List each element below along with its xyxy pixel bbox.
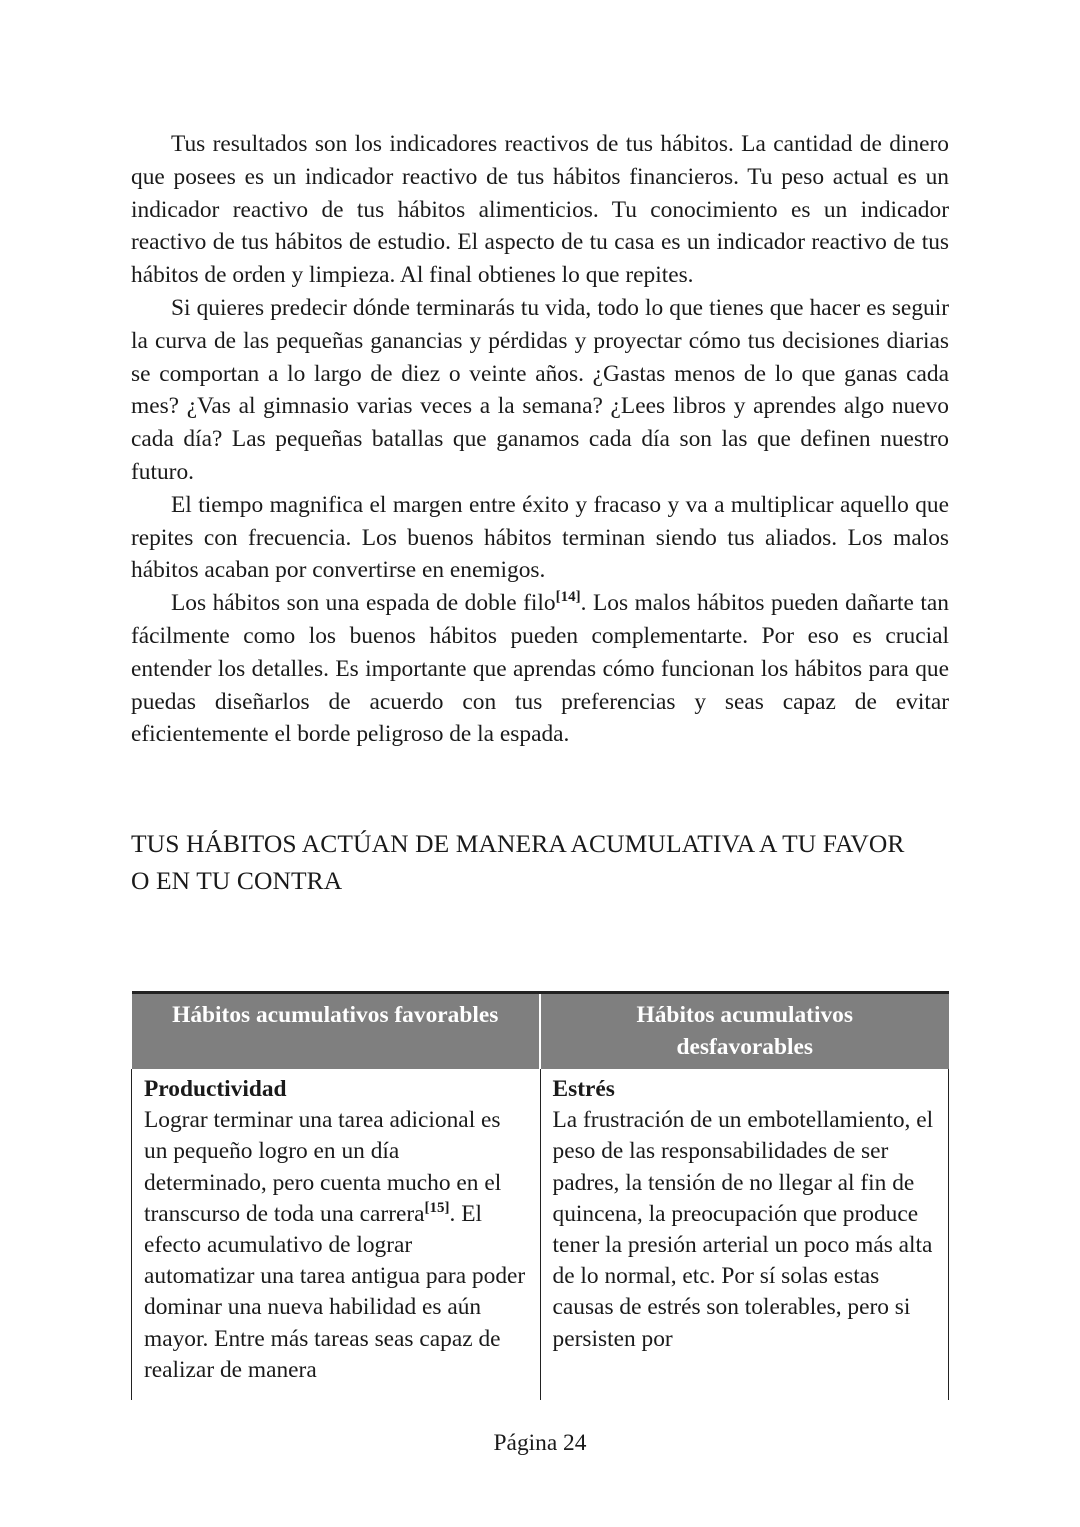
header-favorable: Hábitos acumulativos favorables <box>132 993 541 1070</box>
cell-text-productividad-end: . El efecto acumulativo de lograr automatizar una tarea antigua para poder dominar una nueva habilidad es aún mayor. Entre más tareas seas capaz de realizar de manera <box>144 1200 526 1383</box>
habits-table <box>131 991 949 1400</box>
cell-title-productividad: Productividad <box>144 1076 287 1102</box>
cell-productividad <box>132 1069 541 1400</box>
section-heading-line-1: TUS HÁBITOS ACTÚAN DE MANERA ACUMULATIVA A TU FAVOR <box>131 829 905 859</box>
footnote-ref-15[interactable]: [15] <box>424 1199 450 1216</box>
paragraph-4-start: Los hábitos son una espada de doble filo <box>171 590 556 617</box>
cell-text-productividad-start: Lograr terminar una tarea adicional es un pequeño logro en un día determinado, pero cuenta mucho en el transcurso de toda una carrera <box>144 1107 502 1227</box>
paragraph-4-end: . Los malos hábitos pueden dañarte tan fácilmente como los buenos hábitos pueden complementarte. Por eso es crucial entender los detalles. Es importante que aprendas cómo funcionan los hábitos para que puedas diseñarlos de acuerdo con tus preferencias y seas capaz de evitar eficientemente el borde peligroso de la espada. <box>131 590 949 748</box>
table-header-row <box>132 993 949 1070</box>
page-number: Página 24 <box>493 1430 587 1456</box>
cell-title-estres: Estrés <box>552 1076 615 1102</box>
table-row <box>132 1069 949 1400</box>
header-unfavorable: Hábitos acumulativos desfavorables <box>540 993 949 1070</box>
paragraph-3: El tiempo magnifica el margen entre éxito y fracaso y va a multiplicar aquello que repites con frecuencia. Los buenos hábitos terminan siendo tus aliados. Los malos hábitos acaban por convertirse en enemigos. <box>131 491 949 584</box>
footnote-ref-14[interactable]: [14] <box>555 589 581 606</box>
section-heading <box>131 825 949 899</box>
cell-text-estres: La frustración de un embotellamiento, el peso de las responsabilidades de ser padres, la tensión de no llegar al fin de quincena, la preocupación que produce tener la presión arterial un poco más alta de lo normal, etc. Por sí solas estas causas de estrés son tolerables, pero si persisten por <box>552 1107 934 1352</box>
section-heading-line-2: O EN TU CONTRA <box>131 866 343 896</box>
page-body <box>131 128 949 899</box>
paragraph-2: Si quieres predecir dónde terminarás tu vida, todo lo que tienes que hacer es seguir la curva de las pequeñas ganancias y pérdidas y proyectar cómo tus decisiones diarias se comportan a lo largo de diez o veinte años. ¿Gastas menos de lo que ganas cada mes? ¿Vas al gimnasio varias veces a la semana? ¿Lees libros y aprendes algo nuevo cada día? Las pequeñas batallas que ganamos cada día son las que definen nuestro futuro. <box>131 294 949 485</box>
cell-estres <box>540 1069 949 1400</box>
paragraph-1: Tus resultados son los indicadores reactivos de tus hábitos. La cantidad de dinero que posees es un indicador reactivo de tus hábitos financieros. Tu peso actual es un indicador reactivo de tus hábitos alimenticios. Tu conocimiento es un indicador reactivo de tus hábitos de estudio. El aspecto de tu casa es un indicador reactivo de tus hábitos de orden y limpieza. Al final obtienes lo que repites. <box>131 131 949 289</box>
paragraph-4 <box>131 587 949 751</box>
